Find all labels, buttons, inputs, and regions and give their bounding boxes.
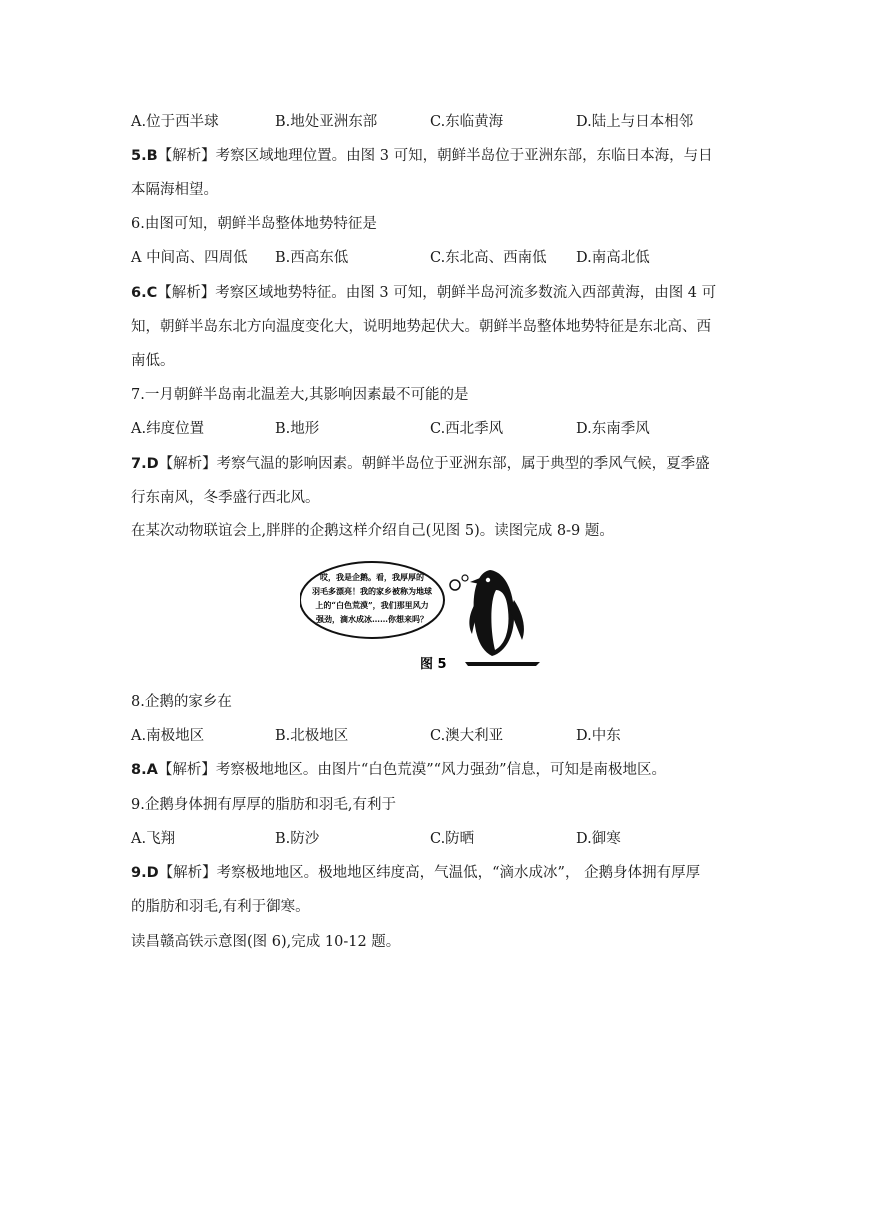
q7-analysis-line1: 【解析】考察气温的影响因素。朝鲜半岛位于亚洲东部，属于典型的季风气候，夏季盛 [158, 456, 710, 472]
q7-question: 7.一月朝鲜半岛南北温差大,其影响因素最不可能的是 [131, 387, 469, 403]
q9-analysis-line2: 的脂肪和羽毛,有利于御寒。 [131, 899, 310, 915]
q7-analysis-line2: 行东南风，冬季盛行西北风。 [131, 490, 320, 506]
q9-answer-label: 9.D [131, 865, 159, 881]
q7-analysis [131, 454, 710, 474]
q6-analysis-line1: 【解析】考察区域地势特征。由图 3 可知，朝鲜半岛河流多数流入西部黄海，由图 4 可 [157, 285, 717, 301]
q9-analysis-line1: 【解析】考察极地地区。极地地区纬度高，气温低，“滴水成冰”， 企鹅身体拥有厚厚 [158, 865, 701, 881]
intro-8-9: 在某次动物联谊会上,胖胖的企鹅这样介绍自己(见图 5)。读图完成 8-9 题。 [131, 523, 614, 539]
q9-option-a: A.飞翔 [131, 831, 176, 847]
q6-option-c: C.东北高、西南低 [430, 250, 547, 266]
q7-option-d: D.东南季风 [576, 421, 650, 437]
q6-option-d: D.南高北低 [576, 250, 650, 266]
q8-option-c: C.澳大利亚 [430, 728, 504, 744]
q5-analysis [131, 146, 713, 166]
q8-option-d: D.中东 [576, 728, 621, 744]
q5-option-b: B.地处亚洲东部 [275, 114, 378, 130]
q8-analysis-line1: 【解析】考察极地地区。由图片“白色荒漠”“风力强劲”信息，可知是南极地区。 [157, 762, 666, 778]
q6-question: 6.由图可知，朝鲜半岛整体地势特征是 [131, 216, 377, 232]
q9-question: 9.企鹅身体拥有厚厚的脂肪和羽毛,有利于 [131, 797, 396, 813]
intro-10-12: 读昌赣高铁示意图(图 6),完成 10-12 题。 [131, 934, 401, 950]
q8-option-a: A.南极地区 [131, 728, 205, 744]
q8-answer-label: 8.A [131, 762, 158, 778]
penguin-icon [469, 570, 524, 656]
q6-analysis-line3: 南低。 [131, 353, 175, 369]
bubble-line-4: 强劲，滴水成冰……你想来吗？ [316, 614, 428, 624]
figure-5-caption: 图 5 [420, 657, 447, 672]
q7-answer-label: 7.D [131, 456, 159, 472]
bubble-line-1: 哎，我是企鹅。看，我厚厚的 [320, 572, 424, 582]
q5-option-d: D.陆上与日本相邻 [576, 114, 694, 130]
q6-analysis [131, 283, 716, 303]
bubble-line-3: 上的“白色荒漠”，我们那里风力 [315, 600, 429, 610]
q9-analysis [131, 863, 700, 883]
q7-option-b: B.地形 [275, 421, 320, 437]
q7-option-c: C.西北季风 [430, 421, 504, 437]
q6-option-b: B.西高东低 [275, 250, 349, 266]
q8-option-b: B.北极地区 [275, 728, 349, 744]
q5-analysis-line2: 本隔海相望。 [131, 182, 218, 198]
q6-answer-label: 6.C [131, 285, 158, 301]
q9-option-d: D.御寒 [576, 831, 621, 847]
q5-answer-label: 5.B [131, 148, 158, 164]
figure-5 [300, 560, 550, 680]
q9-option-c: C.防晒 [430, 831, 475, 847]
q6-analysis-line2: 知，朝鲜半岛东北方向温度变化大，说明地势起伏大。朝鲜半岛整体地势特征是东北高、西 [131, 319, 711, 335]
q5-option-c: C.东临黄海 [430, 114, 504, 130]
bubble-line-2: 羽毛多漂亮！我的家乡被称为地球 [312, 586, 432, 596]
q6-option-a: A 中间高、四周低 [131, 250, 248, 266]
q7-option-a: A.纬度位置 [131, 421, 205, 437]
q8-question: 8.企鹅的家乡在 [131, 694, 232, 710]
q5-analysis-line1: 【解析】考察区域地理位置。由图 3 可知，朝鲜半岛位于亚洲东部，东临日本海，与日 [157, 148, 713, 164]
q5-option-a: A.位于西半球 [131, 114, 219, 130]
q9-option-b: B.防沙 [275, 831, 320, 847]
penguin-illustration [300, 560, 550, 680]
q8-analysis [131, 760, 666, 780]
